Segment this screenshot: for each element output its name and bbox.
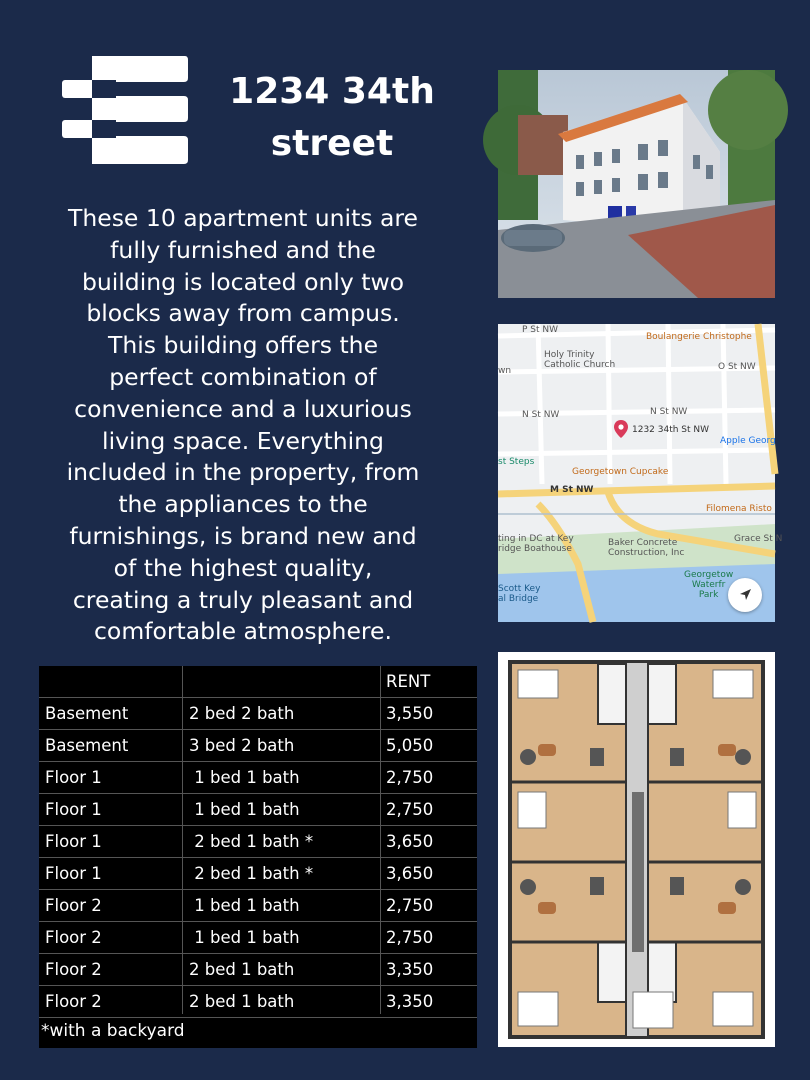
property-description: These 10 apartment units are fully furnished and the building is located only two blocks away from campus. This building offers the perfect combination of convenience and a luxurious living space. Everything included in the property, from the appliances to the furnishings, is brand new and of the highest quality, creating a truly pleasant and comfortable atmosphere. <box>66 204 420 646</box>
rent-cell: 2,750 <box>386 896 434 915</box>
rent-cell: 3,650 <box>386 832 434 851</box>
table-footnote: *with a backyard <box>41 1021 185 1041</box>
map-label: M St NW <box>550 485 594 495</box>
unit-type-cell: 1 bed 1 bath <box>189 768 300 787</box>
rent-cell: 2,750 <box>386 800 434 819</box>
table-divider <box>39 985 477 986</box>
table-divider <box>39 1017 477 1018</box>
map-label: P St NW <box>522 325 559 335</box>
table-divider <box>39 825 477 826</box>
floor-cell: Floor 1 <box>45 832 102 851</box>
table-divider <box>39 857 477 858</box>
column-header-rent: RENT <box>386 672 431 691</box>
rent-table <box>39 666 477 1048</box>
logo-icon <box>60 56 188 164</box>
map-label: Holy Trinity Catholic Church <box>544 350 616 370</box>
unit-type-cell: 1 bed 1 bath <box>189 896 300 915</box>
map-label: st Steps <box>498 457 535 467</box>
map-label: N St NW <box>650 407 688 417</box>
table-header-row <box>39 666 477 698</box>
table-row <box>39 922 477 954</box>
map-label: N St NW <box>522 410 560 420</box>
floor-cell: Basement <box>45 736 129 755</box>
map-label: Apple Georg <box>720 436 776 446</box>
rent-cell: 3,350 <box>386 960 434 979</box>
floor-cell: Floor 1 <box>45 768 102 787</box>
navigate-button[interactable] <box>728 578 762 612</box>
map-label: Georgetow Waterfr Park <box>684 570 734 600</box>
map-label: Grace St N <box>734 534 783 544</box>
table-row <box>39 890 477 922</box>
map-pin-icon <box>614 420 628 438</box>
map-label: O St NW <box>718 362 756 372</box>
rent-cell: 3,350 <box>386 992 434 1011</box>
floor-plan-image <box>498 652 775 1047</box>
table-divider <box>39 921 477 922</box>
table-row <box>39 954 477 986</box>
table-divider <box>39 793 477 794</box>
rent-cell: 3,550 <box>386 704 434 723</box>
table-divider <box>39 889 477 890</box>
table-divider <box>39 729 477 730</box>
table-row <box>39 698 477 730</box>
floor-cell: Floor 1 <box>45 800 102 819</box>
unit-type-cell: 1 bed 1 bath <box>189 800 300 819</box>
table-divider <box>39 697 477 698</box>
rent-cell: 2,750 <box>386 928 434 947</box>
table-divider <box>39 953 477 954</box>
map-pin-label: 1232 34th St NW <box>632 425 710 435</box>
table-divider <box>380 666 381 1014</box>
floor-cell: Basement <box>45 704 129 723</box>
table-row <box>39 986 477 1018</box>
map-label: Filomena Risto <box>706 504 772 514</box>
map-label: Baker Concrete Construction, Inc <box>608 538 685 558</box>
table-row <box>39 858 477 890</box>
unit-type-cell: 2 bed 1 bath <box>189 960 295 979</box>
table-row <box>39 794 477 826</box>
rent-cell: 3,650 <box>386 864 434 883</box>
floor-cell: Floor 2 <box>45 896 102 915</box>
map-label: Boulangerie Christophe <box>646 332 752 342</box>
unit-type-cell: 1 bed 1 bath <box>189 928 300 947</box>
unit-type-cell: 2 bed 1 bath * <box>189 832 314 851</box>
map-label: ting in DC at Key ridge Boathouse <box>498 534 574 554</box>
table-row <box>39 762 477 794</box>
navigation-arrow-icon <box>728 578 762 612</box>
floor-cell: Floor 2 <box>45 992 102 1011</box>
table-row <box>39 826 477 858</box>
floor-cell: Floor 2 <box>45 960 102 979</box>
unit-type-cell: 2 bed 1 bath * <box>189 864 314 883</box>
unit-type-cell: 2 bed 2 bath <box>189 704 295 723</box>
table-row <box>39 730 477 762</box>
rent-cell: 5,050 <box>386 736 434 755</box>
map-label: Georgetown Cupcake <box>572 467 669 477</box>
map-label: Scott Key al Bridge <box>498 584 541 604</box>
map-label: wn <box>498 366 512 376</box>
location-map[interactable] <box>498 324 783 622</box>
page-title: 1234 34th street <box>229 71 435 164</box>
unit-type-cell: 3 bed 2 bath <box>189 736 295 755</box>
building-photo <box>498 70 775 298</box>
rent-cell: 2,750 <box>386 768 434 787</box>
floor-cell: Floor 1 <box>45 864 102 883</box>
floor-cell: Floor 2 <box>45 928 102 947</box>
table-divider <box>39 761 477 762</box>
table-divider <box>182 666 183 1014</box>
unit-type-cell: 2 bed 1 bath <box>189 992 295 1011</box>
